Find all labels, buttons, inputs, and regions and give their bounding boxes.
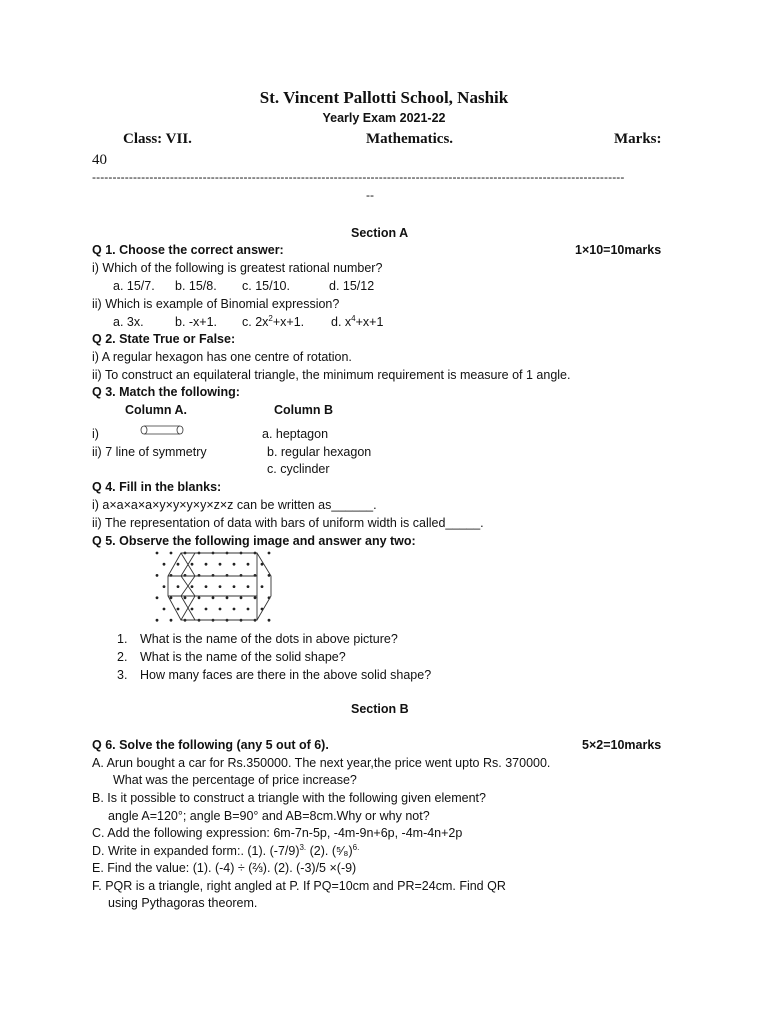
- grid-dot: [163, 608, 166, 611]
- q5-item-2-number: 2.: [117, 650, 128, 664]
- q6-d-exponent1: 3.: [299, 842, 307, 852]
- q5-item-1-text: What is the name of the dots in above picture?: [140, 632, 398, 646]
- grid-dot: [156, 552, 159, 555]
- q5-item-2-text: What is the name of the solid shape?: [140, 650, 346, 664]
- grid-dot: [219, 563, 222, 566]
- grid-dot: [233, 585, 236, 588]
- grid-dot: [261, 585, 264, 588]
- q3-row3-match: c. cyclinder: [267, 462, 330, 476]
- q1-heading: Q 1. Choose the correct answer:: [92, 243, 284, 257]
- grid-dot: [170, 619, 173, 622]
- grid-dot: [177, 608, 180, 611]
- q1-ii-option-c-rest: +x+1.: [272, 315, 305, 329]
- isometric-dot-figure: [155, 550, 275, 624]
- subject-label: Mathematics.: [366, 131, 454, 147]
- q2-heading: Q 2. State True or False:: [92, 332, 236, 346]
- section-b-title: Section B: [351, 702, 409, 716]
- grid-dot: [233, 608, 236, 611]
- q1-i-option-c: c. 15/10.: [242, 279, 290, 293]
- marks-value: 40: [92, 152, 107, 168]
- q1-ii-text: ii) Which is example of Binomial expression?: [92, 297, 340, 311]
- q6-e-text: E. Find the value: (1). (-4) ÷ (⅔). (2). (-3)/5 ×(-9): [92, 861, 357, 875]
- school-name: St. Vincent Pallotti School, Nashik: [259, 88, 509, 107]
- q6-marks: 5×2=10marks: [582, 738, 662, 752]
- class-label: Class: VII.: [123, 131, 192, 147]
- q6-d-exponent2: 6.: [352, 842, 360, 852]
- q3-column-a-header: Column A.: [125, 403, 188, 417]
- q5-heading: Q 5. Observe the following image and answer any two:: [92, 534, 416, 548]
- grid-dot: [247, 585, 250, 588]
- q1-ii-option-c: [242, 315, 304, 329]
- q6-d-part2: (2). (⁵⁄₈): [306, 844, 353, 858]
- grid-dot: [268, 552, 271, 555]
- grid-dot: [212, 596, 215, 599]
- q1-ii-option-d-rest: +x+1: [355, 315, 384, 329]
- q1-ii-option-c-exponent: 2: [268, 313, 273, 323]
- grid-dot: [226, 596, 229, 599]
- grid-dot: [191, 585, 194, 588]
- grid-dot: [191, 563, 194, 566]
- q1-ii-option-d-base: d. x: [331, 315, 352, 329]
- q3-heading: Q 3. Match the following:: [92, 385, 240, 399]
- grid-dot: [170, 552, 173, 555]
- grid-dot: [247, 608, 250, 611]
- q6-b-line1: B. Is it possible to construct a triangle with the following given element?: [92, 791, 486, 805]
- q1-ii-option-a: a. 3x.: [113, 315, 144, 329]
- q4-heading: Q 4. Fill in the blanks:: [92, 480, 222, 494]
- q5-item-1-number: 1.: [117, 632, 128, 646]
- grid-dot: [268, 619, 271, 622]
- q2-i-text: i) A regular hexagon has one centre of rotation.: [92, 350, 352, 364]
- grid-dot: [163, 563, 166, 566]
- q1-marks: 1×10=10marks: [575, 243, 662, 257]
- grid-dot: [177, 563, 180, 566]
- q1-ii-option-d: [331, 315, 383, 329]
- grid-dot: [177, 585, 180, 588]
- q3-row1-match: a. heptagon: [262, 427, 329, 441]
- q3-row2-match: b. regular hexagon: [267, 445, 372, 459]
- grid-dot: [219, 585, 222, 588]
- q1-i-option-a: a. 15/7.: [113, 279, 155, 293]
- q3-row1-label: i): [92, 427, 99, 441]
- q3-column-b-header: Column B: [274, 403, 334, 417]
- grid-dot: [156, 619, 159, 622]
- grid-dot: [156, 596, 159, 599]
- divider-tail: --: [366, 188, 374, 202]
- q6-a-line2: What was the percentage of price increase?: [113, 773, 357, 787]
- q5-item-3-text: How many faces are there in the above solid shape?: [140, 668, 432, 682]
- q6-d-text: [92, 844, 359, 858]
- q1-i-text: i) Which of the following is greatest rational number?: [92, 261, 383, 275]
- exam-title: Yearly Exam 2021-22: [322, 111, 446, 125]
- grid-dot: [156, 574, 159, 577]
- q6-f-line1: F. PQR is a triangle, right angled at P. If PQ=10cm and PR=24cm. Find QR: [92, 879, 506, 893]
- section-a-title: Section A: [351, 226, 409, 240]
- grid-dot: [191, 608, 194, 611]
- cylinder-figure: [140, 424, 184, 436]
- divider-line: ----------------------------------------------------------------------------------------------------------------------------------: [92, 170, 625, 184]
- q4-i-text: i) a×a×a×a×y×y×y×y×z×z can be written as______.: [92, 498, 377, 512]
- grid-dot: [219, 608, 222, 611]
- q4-ii-text: ii) The representation of data with bars of uniform width is called_____.: [92, 516, 484, 530]
- q6-b-line2: angle A=120°; angle B=90° and AB=8cm.Why or why not?: [108, 809, 430, 823]
- grid-dot: [254, 596, 257, 599]
- grid-dot: [205, 585, 208, 588]
- q6-d-part1: D. Write in expanded form:. (1). (-7/9): [92, 844, 300, 858]
- q3-row2-label: ii) 7 line of symmetry: [92, 445, 207, 459]
- grid-dot: [170, 596, 173, 599]
- q2-ii-text: ii) To construct an equilateral triangle, the minimum requirement is measure of 1 angle.: [92, 368, 571, 382]
- grid-dot: [233, 563, 236, 566]
- q6-heading: Q 6. Solve the following (any 5 out of 6).: [92, 738, 329, 752]
- grid-dot: [247, 563, 250, 566]
- q1-i-option-d: d. 15/12: [329, 279, 375, 293]
- q6-c-text: C. Add the following expression: 6m-7n-5p, -4m-9n+6p, -4m-4n+2p: [92, 826, 463, 840]
- grid-dot: [198, 596, 201, 599]
- grid-dot: [240, 596, 243, 599]
- q6-f-line2: using Pythagoras theorem.: [108, 896, 258, 910]
- q6-a-line1: A. Arun bought a car for Rs.350000. The next year,the price went upto Rs. 370000.: [92, 756, 551, 770]
- q5-item-3-number: 3.: [117, 668, 128, 682]
- q1-ii-option-c-base: c. 2x: [242, 315, 269, 329]
- grid-dot: [184, 596, 187, 599]
- q1-i-option-b: b. 15/8.: [175, 279, 217, 293]
- q1-ii-option-b: b. -x+1.: [175, 315, 218, 329]
- grid-dot: [205, 608, 208, 611]
- grid-dot: [163, 585, 166, 588]
- marks-label: Marks:: [614, 131, 662, 147]
- q1-ii-option-d-exponent: 4: [351, 313, 356, 323]
- grid-dot: [205, 563, 208, 566]
